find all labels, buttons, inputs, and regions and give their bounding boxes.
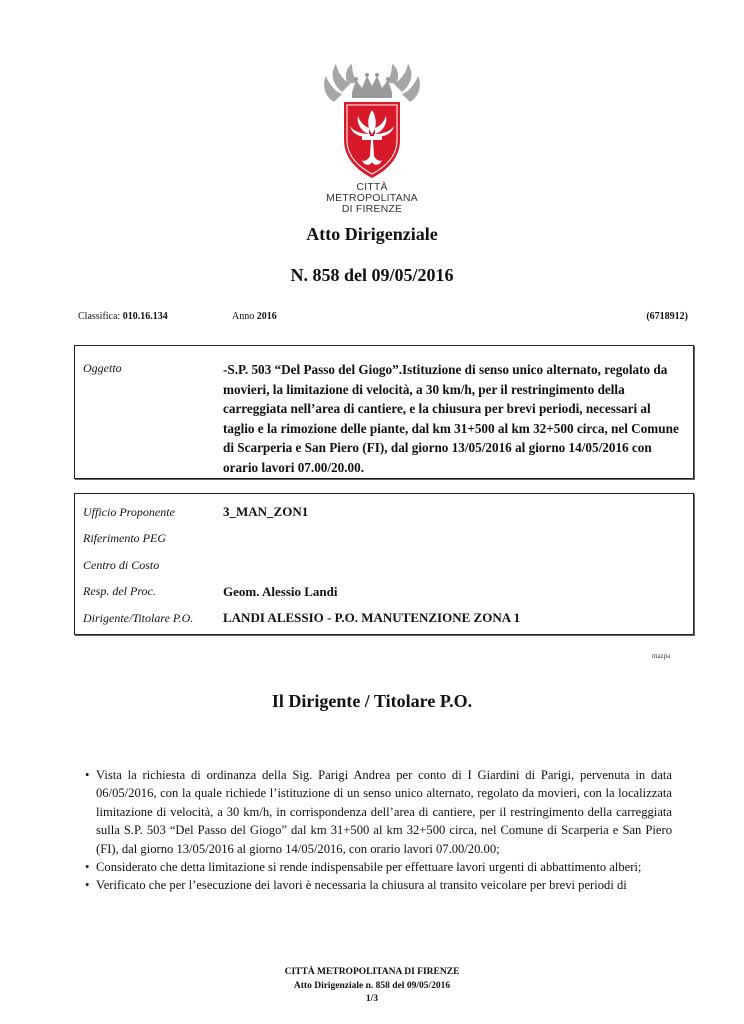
oggetto-text: -S.P. 503 “Del Passo del Giogo”.Istituzione di senso unico alternato, regolato da movieri, la limitazione di velocità, a 30 km/h, per il restringimento della carreggiata nell’area di cantiere, e la chiusura per brevi periodi, necessari al taglio e la rimozione delle piante, dal km 31+500 al km 32+500 circa, nel Comune di Scarperia e San Piero (FI), dal giorno 13/05/2016 al giorno 14/05/2016 con orario lavori 07.00/20.00.	[223, 362, 679, 475]
document-title: Atto Dirigenziale	[306, 224, 438, 244]
info-value: 3_MAN_ZON1	[223, 504, 309, 520]
logo-text-line1: CITTÀ METROPOLITANA	[326, 181, 418, 204]
author-code: mazpa	[652, 652, 671, 660]
info-value: Geom. Alessio Landi	[223, 583, 338, 599]
footer-org: CITTÀ METROPOLITANA DI FIRENZE	[284, 967, 460, 977]
document-number: N. 858 del 09/05/2016	[290, 265, 454, 285]
classifica-value: 010.16.134	[122, 311, 168, 322]
oggetto-box	[74, 345, 694, 479]
anno-label: Anno	[232, 311, 255, 322]
protocol-number: (6718912)	[646, 311, 688, 322]
classifica-label: Classifica:	[78, 311, 121, 322]
anno-value: 2016	[256, 311, 277, 322]
city-logo	[310, 62, 434, 215]
florence-lily-crest-icon	[322, 62, 422, 180]
info-row-centro-costo	[75, 552, 693, 579]
anno	[232, 311, 277, 322]
info-row-resp-proc	[75, 579, 693, 606]
oggetto-row	[75, 346, 693, 477]
info-row-peg	[75, 526, 693, 553]
premises-list	[84, 766, 672, 895]
info-box	[74, 493, 694, 635]
page-number: 1/3	[365, 994, 379, 1004]
logo-text-line2: DI FIRENZE	[341, 203, 403, 215]
classifica	[78, 311, 168, 322]
info-label: Resp. del Proc.	[83, 584, 156, 599]
list-item: • Verificato che per l’esecuzione dei lavori è necessaria la chiusura al transito veicolare per brevi periodi di	[84, 876, 672, 894]
list-item: • Vista la richiesta di ordinanza della Sig. Parigi Andrea per conto di I Giardini di Parigi, pervenuta in data 06/05/2016, con la quale richiede l’istituzione di un senso unico alternato, regolato da movieri, con la localizzata limitazione di velocità, a 30 km/h, in corrispondenza dell’area di cantiere, per il restringimento della carreggiata sulla S.P. 503 “Del Passo del Giogo” dal km 31+500 al km 32+500 circa, nel Comune di Scarperia e San Piero (FI), dal giorno 13/05/2016 al giorno 14/05/2016, con orario lavori 07.00/20.00;	[84, 766, 672, 858]
page-footer	[0, 966, 744, 1007]
info-value: LANDI ALESSIO - P.O. MANUTENZIONE ZONA 1	[223, 610, 521, 626]
info-label: Centro di Costo	[83, 557, 160, 572]
info-row-ufficio	[75, 499, 693, 526]
footer-act: Atto Dirigenziale n. 858 del 09/05/2016	[293, 980, 451, 991]
info-label: Dirigente/Titolare P.O.	[83, 610, 194, 625]
info-label: Ufficio Proponente	[83, 504, 175, 519]
section-title: Il Dirigente / Titolare P.O.	[271, 691, 473, 711]
info-label: Riferimento PEG	[83, 531, 166, 546]
oggetto-label: Oggetto	[83, 361, 122, 375]
list-item: • Considerato che detta limitazione si rende indispensabile per effettuare lavori urgenti di abbattimento alberi;	[84, 858, 672, 876]
info-row-dirigente	[75, 605, 693, 632]
